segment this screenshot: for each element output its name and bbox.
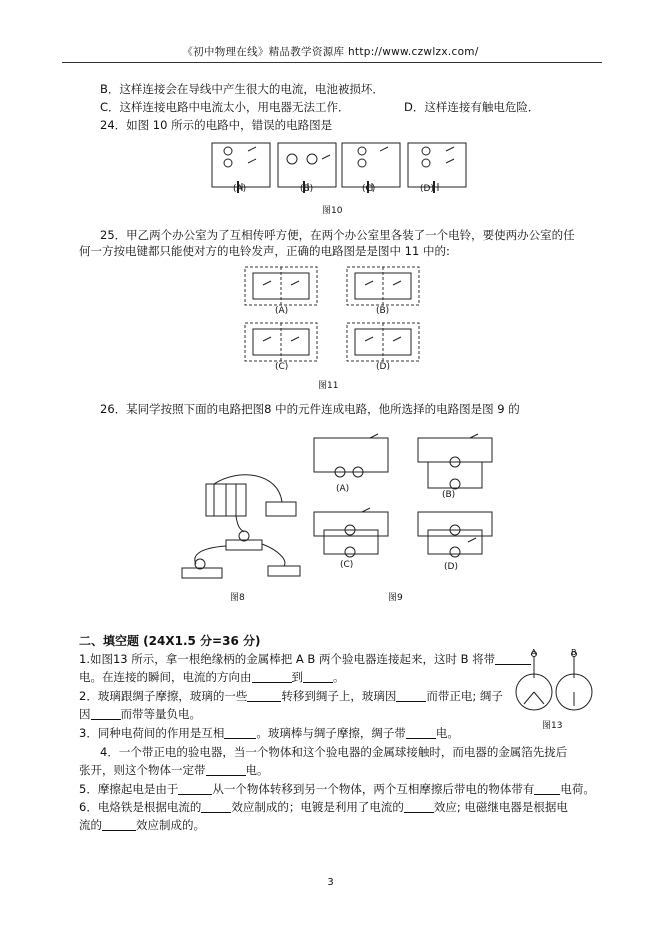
fill-q2-text5: 而带等量负电。 [120,707,201,721]
fig10-option-d: (D) [420,184,434,194]
q26-question: 26．某同学按照下面的电路把图8 中的元件连成电路，他所选择的电路图是图 9 的 [100,402,520,416]
fig11-option-b: (B) [376,306,390,316]
fill-q6-text4: 流的 [79,818,102,832]
fill-q5-blank2[interactable] [534,782,560,795]
fig9-circuit-a [314,434,388,477]
q25-line1: 25．甲乙两个办公室为了互相传呼方便，在两个办公室里各装了一个电铃，要使两办公室的任 [100,228,575,242]
fill-q1-text1: 1.如图13 所示，拿一根绝缘柄的金属棒把 A B 两个验电器连接起来，这时 B 将带 [79,652,496,666]
fill-q4-text2: 电。 [245,763,269,777]
fill-q3-blank1[interactable] [224,726,256,739]
fig9-option-d: (D) [444,562,458,572]
fill-q6-blank2[interactable] [404,800,434,813]
figure-9-circuits [310,432,500,572]
q23-option-b: B．这样连接会在导线中产生很大的电流，电池被损坏． [100,82,384,96]
fig11-option-a: (A) [275,306,289,316]
fill-q3-blank2[interactable] [406,726,436,739]
fill-q1-text3: 到 [291,670,303,684]
fig10-circuit-d [408,143,466,193]
fig13-label-b: B [571,648,577,657]
header-rule [62,62,602,63]
fig9-circuit-b [418,434,492,489]
fill-q2-text3: 而带正电; 绸子 [426,689,503,703]
fill-q5-text3: 电荷。 [560,782,595,796]
page-header: 《初中物理在线》精品教学资源库 http://www.czwlzx.com/ [182,46,479,58]
q23-option-d: D．这样连接有触电危险． [404,100,540,114]
fill-q1-blank2[interactable] [252,670,292,683]
fig11-option-d: (D) [376,362,390,372]
fill-q2-text4: 因 [79,707,91,721]
fill-q6-text2: 效应制成的；电镀是利用了电流的 [231,800,404,814]
fig13-label: 图13 [542,721,563,731]
fig11-circuit-c [245,323,317,361]
fill-q6-blank1[interactable] [201,800,231,813]
fig10-option-b: (B) [300,184,314,194]
fill-q6-text3: 效应; 电磁继电器是根据电 [433,800,568,814]
fill-q6-blank3[interactable] [102,818,136,831]
fill-q2-line2 [79,707,201,722]
q23-option-c: C．这样连接电路中电流太小，用电器无法工作． [100,100,350,114]
fill-q5-line [79,782,595,797]
fill-q2-blank1[interactable] [247,689,281,702]
fill-q6-line1 [79,800,568,815]
fill-q5-text1: 5．摩擦起电是由于 [79,782,179,796]
fill-q4-text1: 张开，则这个物体一定带 [79,763,206,777]
fig9-circuit-d [418,512,492,557]
fig10-option-c: (C) [362,184,376,194]
fill-q1-text2: 电。在连接的瞬间，电流的方向由 [79,670,252,684]
fill-q6-text1: 6．电烙铁是根据电流的 [79,800,202,814]
figure-11-circuits [243,265,423,375]
fig10-label: 图10 [322,206,343,216]
fill-q1-blank3[interactable] [303,670,333,683]
fill-q2-line1 [79,689,503,704]
fig11-circuit-b [347,267,419,305]
fill-q1-text4: 。 [333,670,345,684]
fill-q3-line [79,726,459,741]
q24-question: 24．如图 10 所示的电路中，错误的电路图是 [100,118,333,132]
fill-q3-text2: 。玻璃棒与绸子摩擦，绸子带 [256,726,406,740]
page-number: 3 [327,877,334,888]
section2-title: 二、填空题 (24X1.5 分=36 分) [79,634,261,648]
fig11-circuit-a [245,267,317,305]
fill-q6-text5: 效应制成的。 [136,818,205,832]
fill-q2-blank3[interactable] [91,707,121,720]
fill-q4-line2 [79,763,269,778]
fill-q2-text2: 转移到绸子上，玻璃因 [281,689,397,703]
fig10-option-a: (A) [233,184,247,194]
figure-13-electroscopes [512,648,592,718]
fig11-circuit-d [347,323,419,361]
fill-q3-text1: 3．同种电荷间的作用是互相 [79,726,225,740]
fig9-label: 图9 [388,593,403,603]
fill-q1-line2 [79,670,345,685]
fill-q4-line1: 4．一个带正电的验电器，当一个物体和这个验电器的金属球接触时，而电器的金属箔先拢后 [100,745,568,759]
fig11-label: 图11 [318,381,339,391]
fill-q5-text2: 从一个物体转移到另一个物体，两个互相摩擦后带电的物体带有 [212,782,535,796]
figure-10-circuits [200,137,490,217]
figure-8-apparatus [178,472,308,587]
fill-q4-blank1[interactable] [206,763,246,776]
fill-q3-text3: 电。 [435,726,459,740]
fig8-label: 图8 [230,593,245,603]
fill-q2-text1: 2．玻璃跟绸子摩擦，玻璃的一些 [79,689,248,703]
fill-q1-line1 [79,652,531,667]
fig9-option-c: (C) [340,560,354,570]
q25-line2: 何一方按电键都只能使对方的电铃发声，正确的电路图是是图中 11 中的: [79,244,450,258]
fig9-circuit-c [314,508,388,557]
fig9-option-b: (B) [442,490,456,500]
fill-q6-line2 [79,818,205,833]
fig9-option-a: (A) [336,484,350,494]
fill-q2-blank2[interactable] [396,689,426,702]
fig13-label-a: A [531,648,537,657]
fill-q5-blank1[interactable] [178,782,212,795]
fig11-option-c: (C) [275,362,289,372]
